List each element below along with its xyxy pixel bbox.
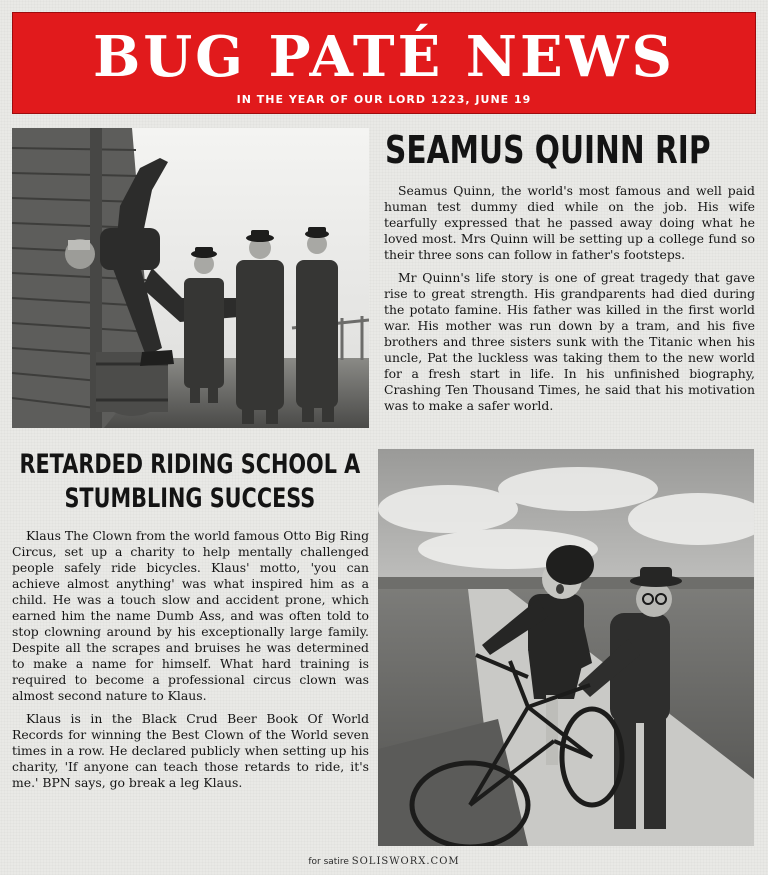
- issue-date: IN THE YEAR OF OUR LORD 1223, JUNE 19: [236, 93, 532, 106]
- bicycle-photo: [378, 449, 754, 846]
- story-headline-riding-school: [12, 448, 368, 516]
- story-body-seamus-quinn: [384, 183, 755, 421]
- paragraph: Mr Quinn's life story is one of great tragedy that gave rise to great strength. His grandparents had died during the potato famine. His father was killed in the first world war. His mother was run down by a tram, and his five brothers and three sisters sunk with the Titanic when his uncle, Pat the luckless was taking them to the new world for a fresh start in life. In his unfinished biography, Crashing Ten Thousand Times, he said that his motivation was to make a safer world.: [384, 270, 755, 413]
- footer-credit: [0, 856, 768, 867]
- paragraph: Klaus The Clown from the world famous Otto Big Ring Circus, set up a charity to help mentally challenged people safely ride bicycles. Klaus' motto, 'you can achieve almost anything' was what inspired him as a child. He was a touch slow and accident prone, which earned him the name Dumb Ass, and was often told to stop clowning around by his exceptionally large family. Despite all the scrapes and bruises he was determined to make a name for himself. What hard training is required to become a professional circus clown was almost second nature to Klaus.: [12, 528, 369, 703]
- paragraph: Seamus Quinn, the world's most famous and well paid human test dummy died while on the job. His wife tearfully expressed that he passed away doing what he loved most. Mrs Quinn will be setting up a college fund so their three sons can follow in father's footsteps.: [384, 183, 755, 262]
- footer-brand: SOLISWORX.COM: [351, 856, 460, 867]
- story-headline-seamus-quinn: SEAMUS QUINN RIP: [385, 128, 711, 172]
- footer-prefix: for satire: [308, 857, 349, 867]
- newspaper-title: BUG PATÉ NEWS: [93, 24, 675, 90]
- masthead: [12, 12, 756, 114]
- headline-line: STUMBLING SUCCESS: [64, 483, 316, 514]
- test-dummy-photo: [12, 128, 369, 428]
- paragraph: Klaus is in the Black Crud Beer Book Of World Records for winning the Best Clown of the World seven times in a row. He declared publicly when setting up his charity, 'If anyone can teach those retards to ride, it's me.' BPN says, go break a leg Klaus.: [12, 711, 369, 790]
- story-body-riding-school: [12, 528, 369, 798]
- headline-line: RETARDED RIDING SCHOOL A: [19, 449, 361, 480]
